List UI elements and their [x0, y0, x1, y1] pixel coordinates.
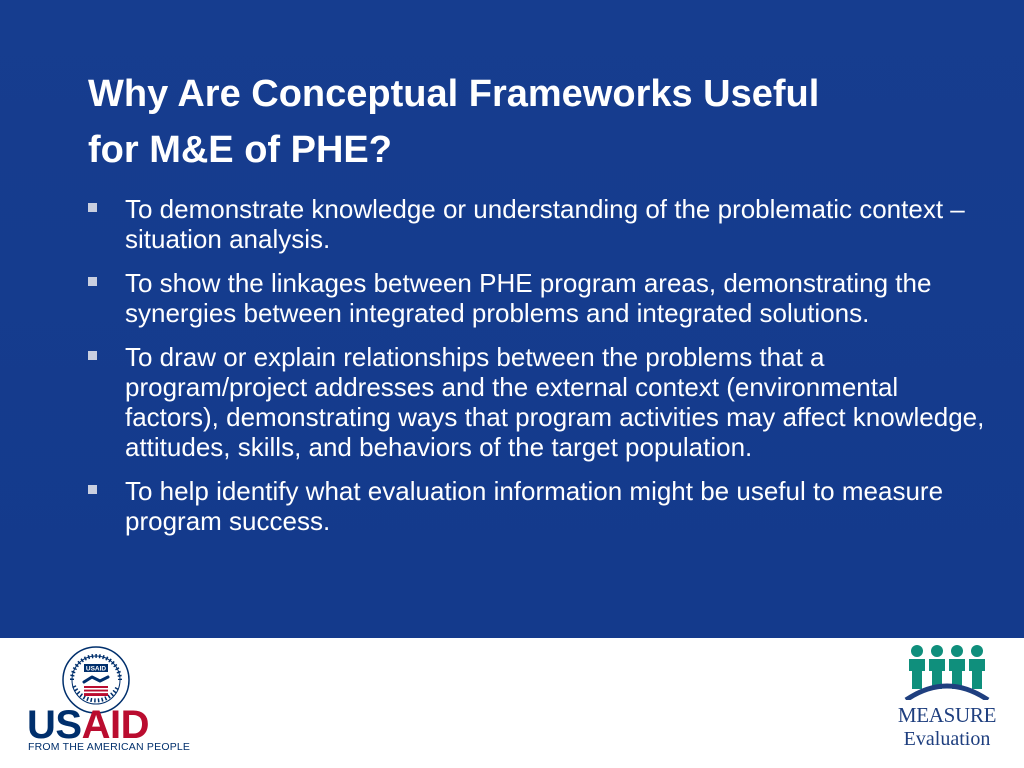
bullet-text: To demonstrate knowledge or understanding of the problematic context – situation analysis. [125, 194, 965, 254]
measure-logo-name: MEASURE [897, 703, 997, 727]
svg-text:USAID: USAID [85, 665, 107, 673]
square-bullet-icon [88, 351, 97, 360]
bullet-list [88, 194, 998, 550]
square-bullet-icon [88, 203, 97, 212]
bullet-text: To help identify what evaluation information might be useful to measure program success. [125, 476, 944, 536]
usaid-logo-us: US [27, 703, 82, 747]
bullet-item [88, 342, 998, 462]
bullet-text: To show the linkages between PHE program areas, demonstrating the synergies between integrated problems and integrated solutions. [125, 268, 932, 328]
bullet-item [88, 476, 998, 536]
square-bullet-icon [88, 277, 97, 286]
slide-title-line-1: Why Are Conceptual Frameworks Useful [88, 73, 820, 115]
bullet-item [88, 194, 998, 254]
slide-footer [0, 638, 1024, 768]
bullet-text: To draw or explain relationships between the problems that a program/project addresses and the external context (environmental factors), demonstrating ways that program activities may affect knowledge, attitudes, skills, and behaviors of the target population. [125, 342, 985, 462]
usaid-tagline: FROM THE AMERICAN PEOPLE [28, 741, 191, 753]
people-figures-logo-icon [904, 642, 990, 700]
usaid-logo-aid: AID [81, 703, 149, 747]
bullet-item [88, 268, 998, 328]
usaid-logo [27, 705, 149, 745]
slide-title-line-2: for M&E of PHE? [88, 129, 392, 171]
square-bullet-icon [88, 485, 97, 494]
slide-title [88, 66, 988, 178]
measure-logo-sub: Evaluation [903, 728, 991, 750]
